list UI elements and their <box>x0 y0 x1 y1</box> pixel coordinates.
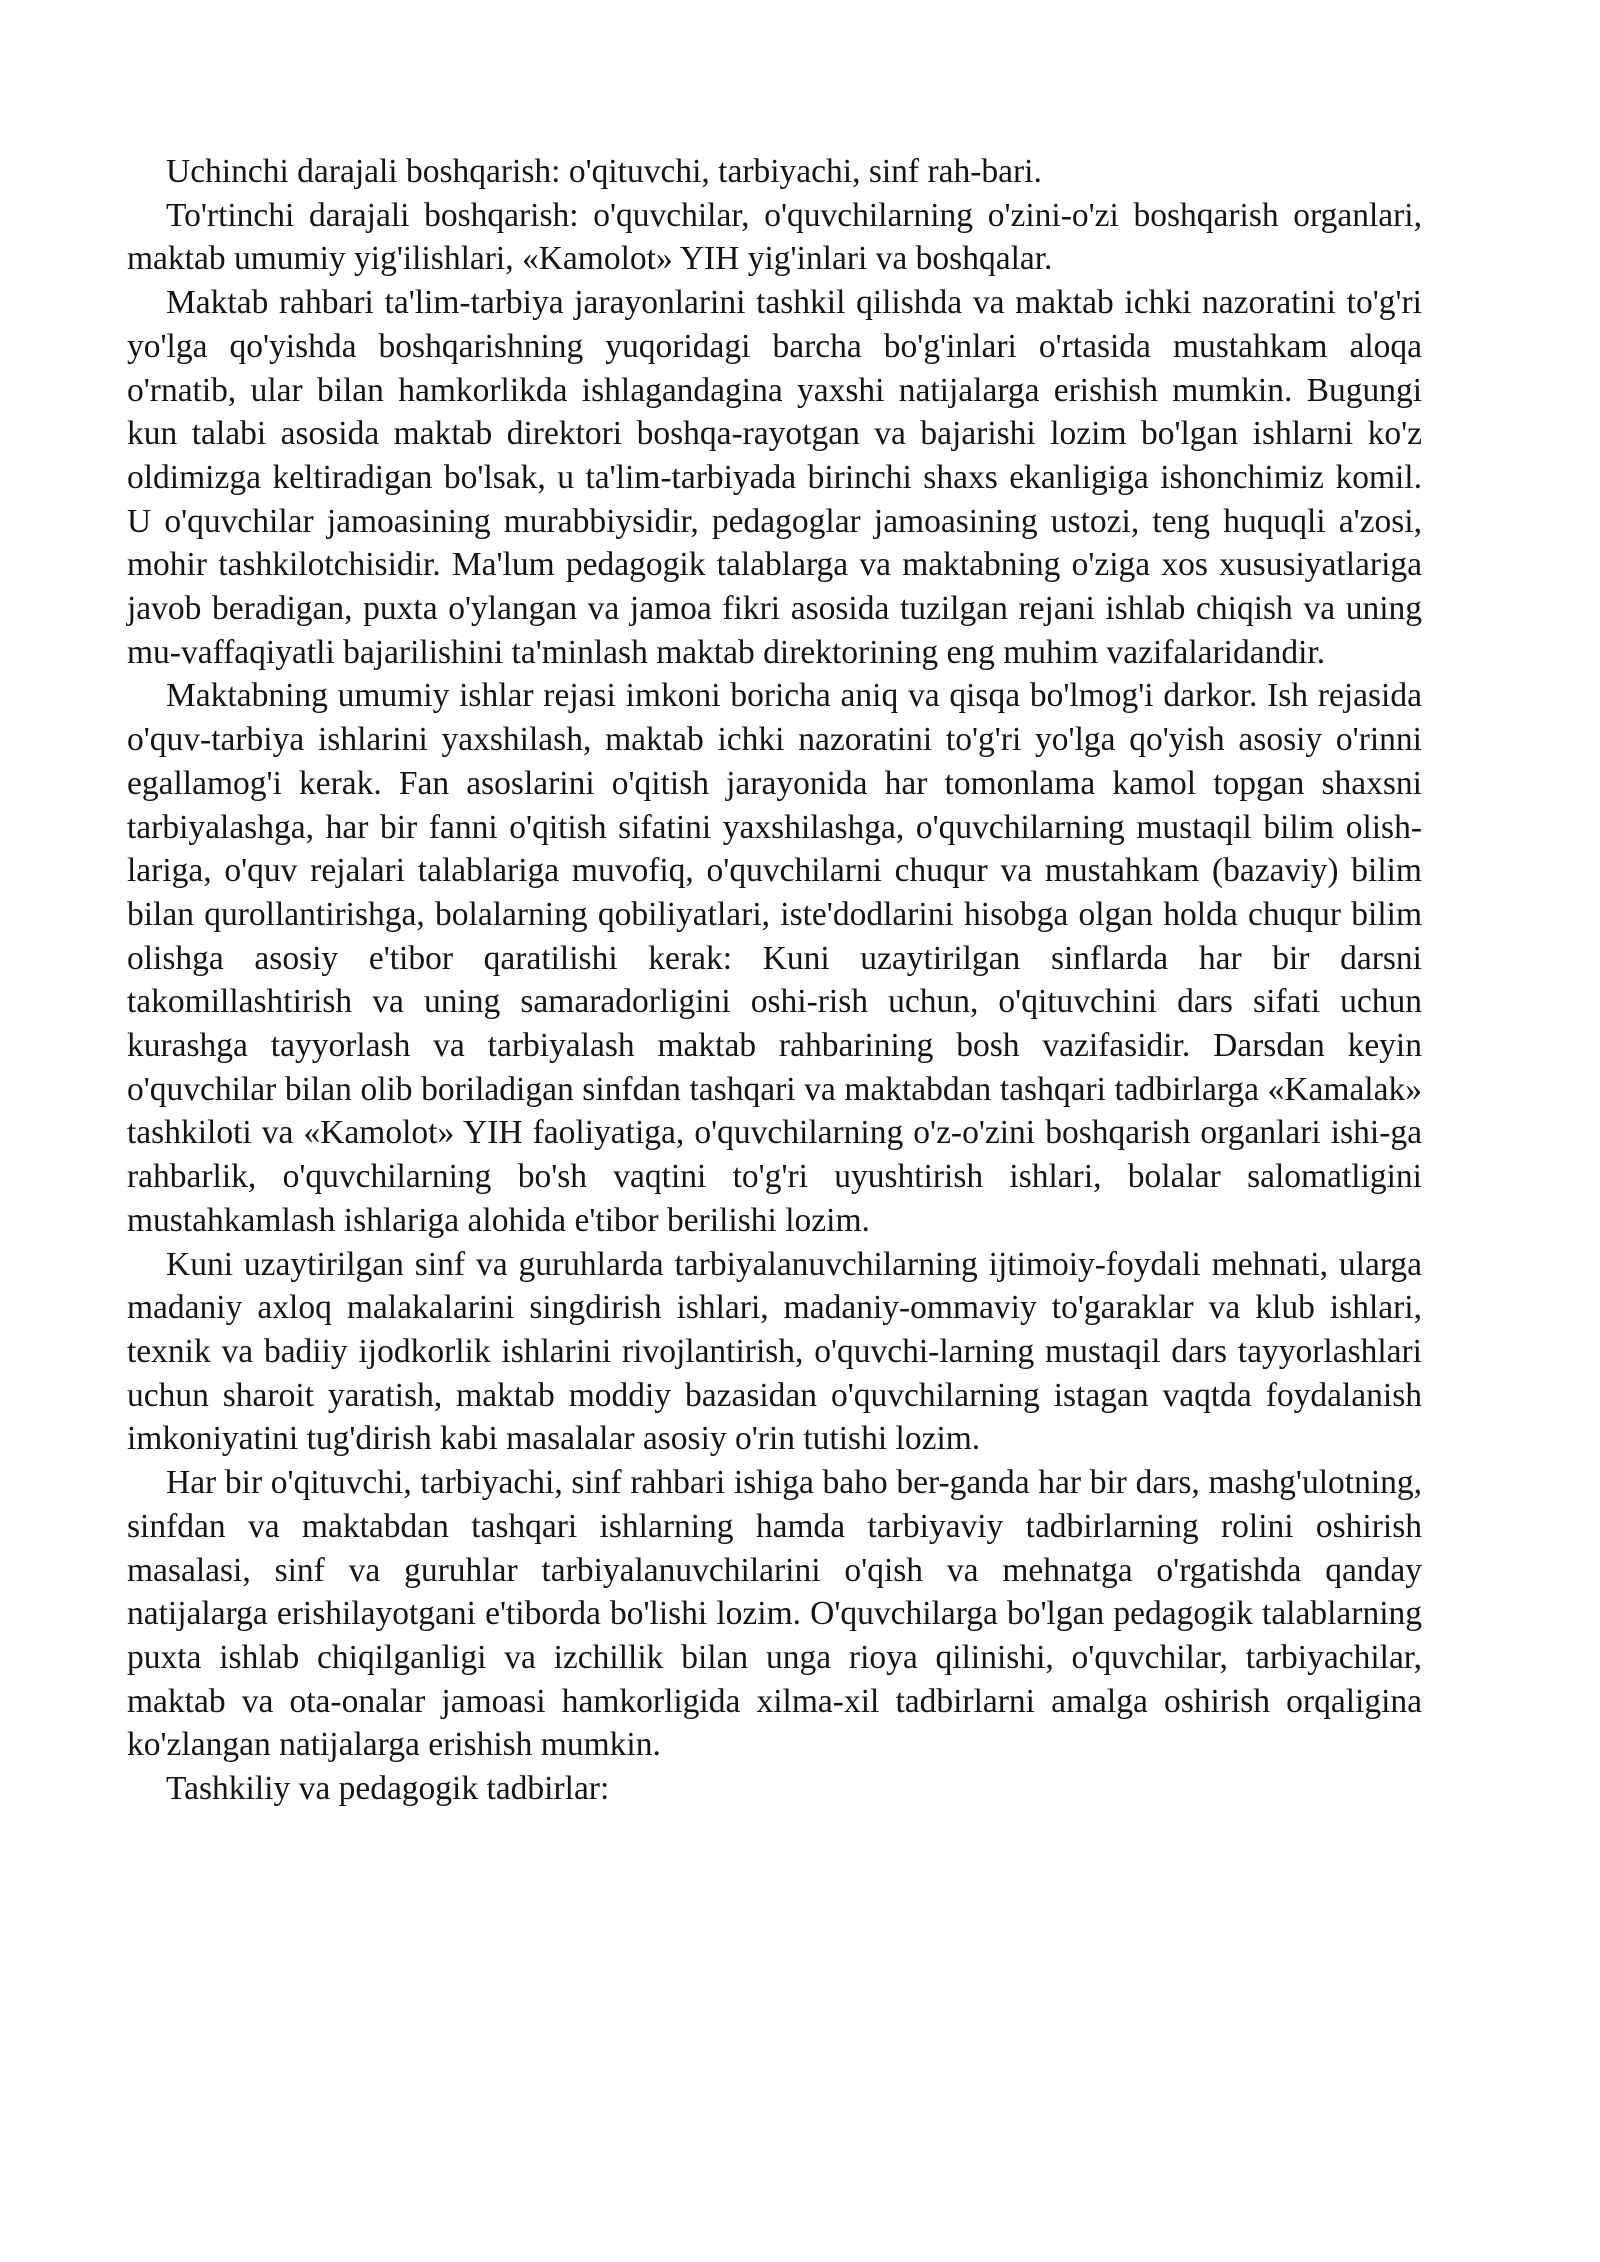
paragraph-extended-day: Kuni uzaytirilgan sinf va guruhlarda tarbiyalanuvchilarning ijtimoiy-foydali mehnati, ularga madaniy axloq malakalarini singdirish ishlari, madaniy-ommaviy to'garaklar va klub ishlari, texnik va badiiy ijodkorlik ishlarini rivojlantirish, o'quvchi-larning mustaqil dars tayyorlashlari uchun sharoit yaratish, maktab moddiy bazasidan o'quvchilarning istagan vaqtda foydalanish imkoniyatini tug'dirish kabi masalalar asosiy o'rin tutishi lozim. <box>127 1245 1422 1458</box>
paragraph-school-leader: Maktab rahbari ta'lim-tarbiya jarayonlarini tashkil qilishda va maktab ichki nazoratini to'g'ri yo'lga qo'yishda boshqarishning yuqoridagi barcha bo'g'inlari o'rtasida mustahkam aloqa o'rnatib, ular bilan hamkorlikda ishlagandagina yaxshi natijalarga erishish mumkin. Bugungi kun talabi asosida maktab direktori boshqa-rayotgan va bajarishi lozim bo'lgan ishlarni ko'z oldimizga keltiradigan bo'lsak, u ta'lim-tarbiyada birinchi shaxs ekanligiga ishonchimiz komil. U o'quvchilar jamoasining murabbiysidir, pedagoglar jamoasining ustozi, teng huquqli a'zosi, mohir tashkilotchisidir. Ma'lum pedagogik talablarga va maktabning o'ziga xos xususiyatlariga javob beradigan, puxta o'ylangan va jamoa fikri asosida tuzilgan rejani ishlab chiqish va uning mu-vaffaqiyatli bajarilishini ta'minlash maktab direktorining eng muhim vazifalaridandir. <box>127 284 1422 671</box>
document-page <box>127 150 1422 1811</box>
paragraph-general-plan: Maktabning umumiy ishlar rejasi imkoni boricha aniq va qisqa bo'lmog'i darkor. Ish rejasida o'quv-tarbiya ishlarini yaxshilash, maktab ichki nazoratini to'g'ri yo'lga qo'yish asosiy o'rinni egallamog'i kerak. Fan asoslarini o'qitish jarayonida har tomonlama kamol topgan shaxsni tarbiyalashga, har bir fanni o'qitish sifatini yaxshilashga, o'quvchilarning mustaqil bilim olish-lariga, o'quv rejalari talablariga muvofiq, o'quvchilarni chuqur va mustahkam (bazaviy) bilim bilan qurollantirishga, bolalarning qobiliyatlari, iste'dodlarini hisobga olgan holda chuqur bilim olishga asosiy e'tibor qaratilishi kerak: Kuni uzaytirilgan sinflarda har bir darsni takomillashtirish va uning samaradorligini oshi-rish uchun, o'qituvchini dars sifati uchun kurashga tayyorlash va tarbiyalash maktab rahbarining bosh vazifasidir. Darsdan keyin o'quvchilar bilan olib boriladigan sinfdan tashqari va maktabdan tashqari tadbirlarga «Kamalak» tashkiloti va «Kamolot» YIH faoliyatiga, o'quvchilarning o'z-o'zini boshqarish organlari ishi-ga rahbarlik, o'quvchilarning bo'sh vaqtini to'g'ri uyushtirish ishlari, bolalar salomatligini mustahkamlash ishlariga alohida e'tibor berilishi lozim. <box>127 677 1422 1239</box>
paragraph-measures-heading: Tashkiliy va pedagogik tadbirlar: <box>166 1770 610 1808</box>
paragraph-third-level: Uchinchi darajali boshqarish: o'qituvchi, tarbiyachi, sinf rah-bari. <box>166 153 1042 190</box>
paragraph-fourth-level: To'rtinchi darajali boshqarish: o'quvchilar, o'quvchilarning o'zini-o'zi boshqarish organlari, maktab umumiy yig'ilishlari, «Kamolot» YIH yig'inlari va boshqalar. <box>127 196 1422 278</box>
paragraph-evaluation: Har bir o'qituvchi, tarbiyachi, sinf rahbari ishiga baho ber-ganda har bir dars, mashg'ulotning, sinfdan va maktabdan tashqari ishlarning hamda tarbiyaviy tadbirlarning rolini oshirish masalasi, sinf va guruhlar tarbiyalanuvchilarini o'qish va mehnatga o'rgatishda qanday natijalarga erishilayotgani e'tiborda bo'lishi lozim. O'quvchilarga bo'lgan pedagogik talablarning puxta ishlab chiqilganligi va izchillik bilan unga rioya qilinishi, o'quvchilar, tarbiyachilar, maktab va ota-onalar jamoasi hamkorligida xilma-xil tadbirlarni amalga oshirish orqaligina ko'zlangan natijalarga erishish mumkin. <box>127 1464 1422 1764</box>
